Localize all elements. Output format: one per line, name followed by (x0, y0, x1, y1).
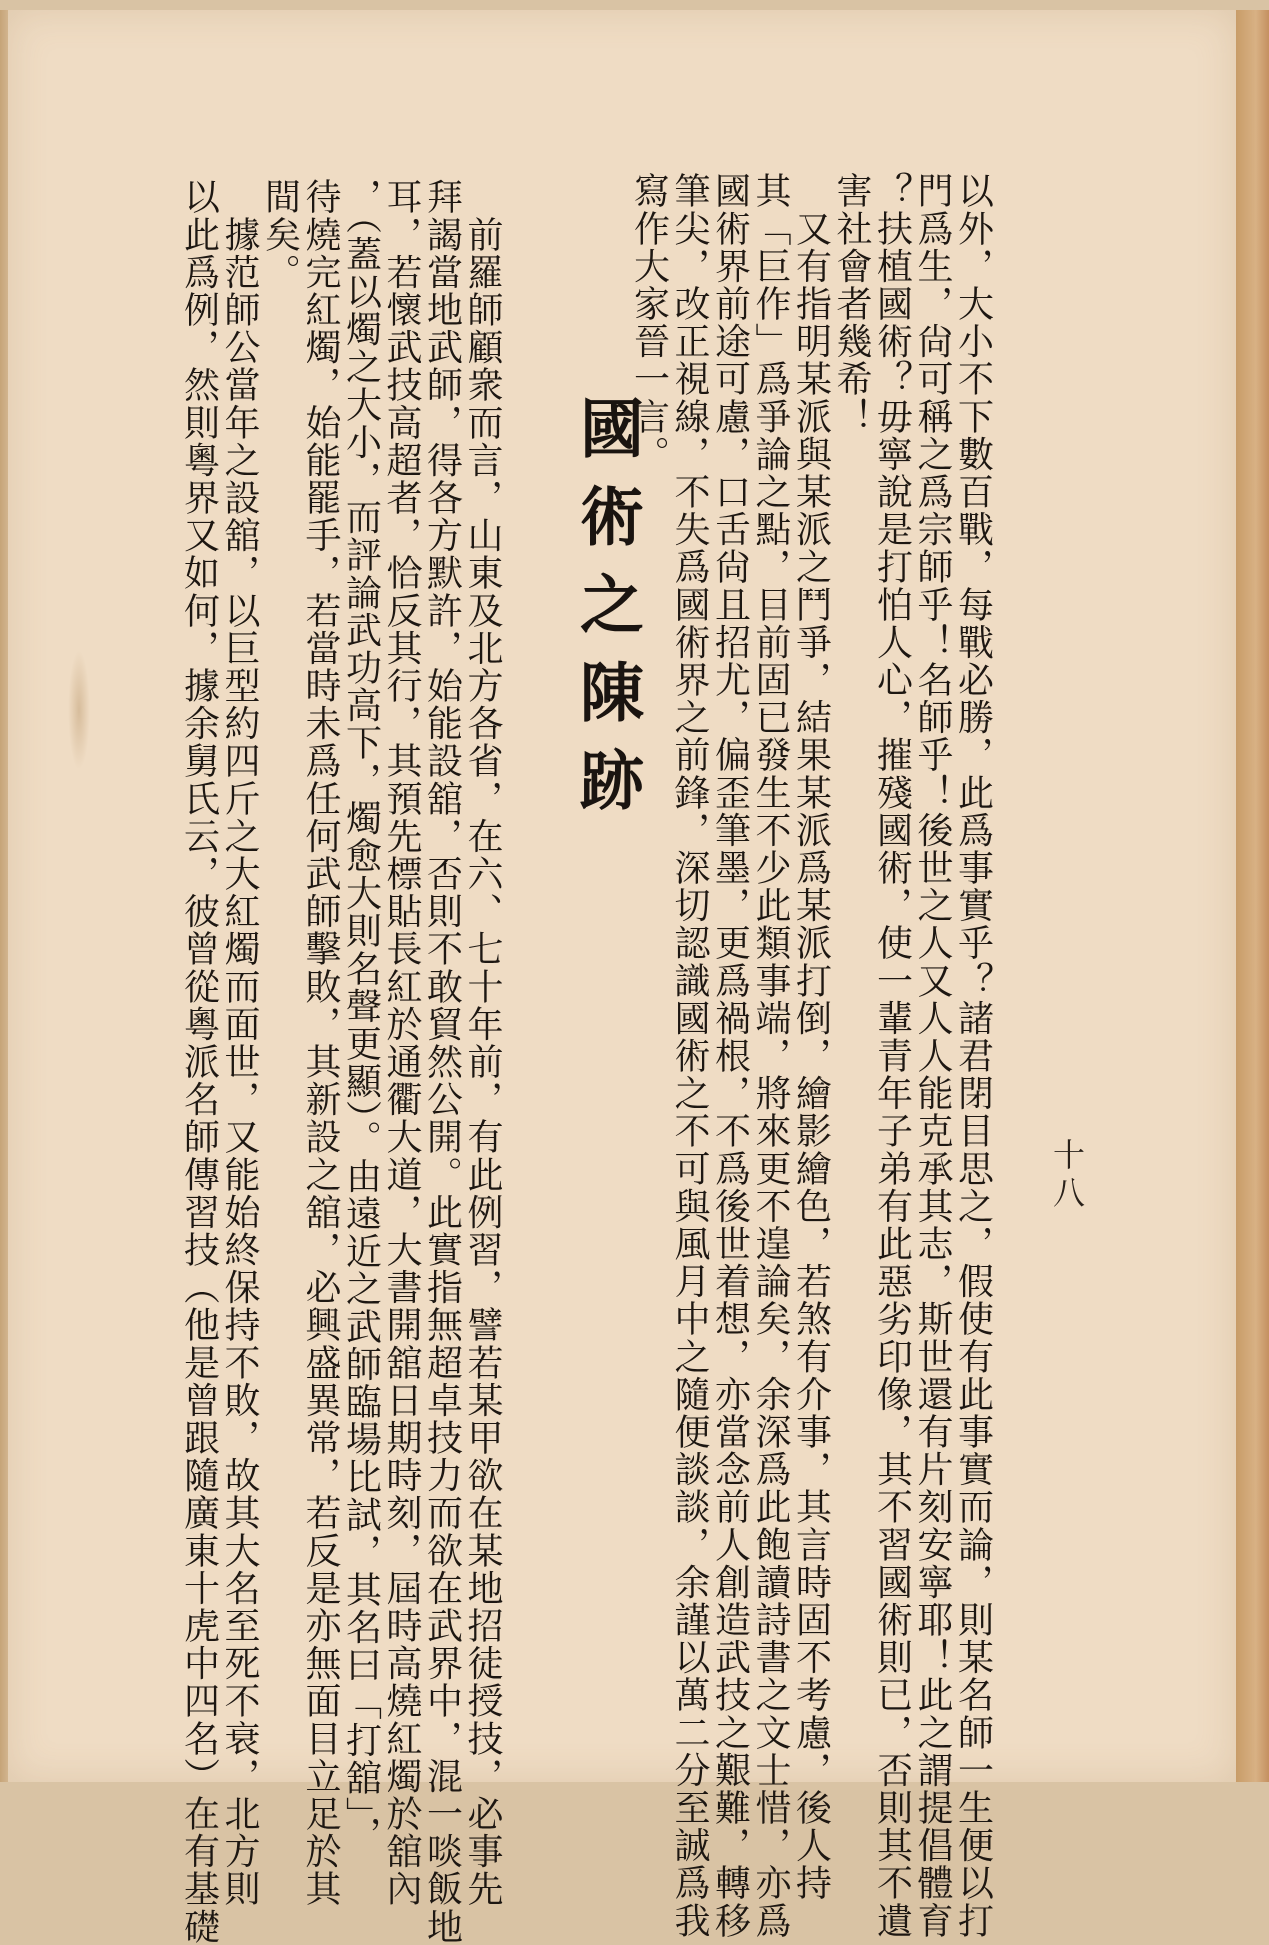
text-column: 又有指明某派與某派之鬥爭，結果某派爲某派打倒，繪影繪色，若煞有介事，其言時固不考慮，後人持 (790, 172, 832, 1902)
text-column: 國術界前途可慮，口舌尙且招尤，偏歪筆墨，更爲禍根，不爲後世着想，亦當念前人創造武技之艱難，轉移 (709, 172, 751, 1940)
page-number: 十八 (1048, 1138, 1086, 1214)
text-column: 以此爲例，然則粵界又如何，據余舅氏云，彼曾從粵派名師傳習技（他是曾跟隨廣東十虎中四名）在有基礎 (178, 178, 220, 1945)
lower-text-block (178, 178, 502, 1945)
text-column: 待燒完紅燭，始能罷手，若當時未爲任何武師擊敗，其新設之舘，必興盛異常，若反是亦無面目立足於其 (300, 178, 341, 1908)
text-column: 以外，大小不下數百戰，每戰必勝，此爲事實乎？諸君閉目思之，假使有此事實而論，則某名師一生便以打 (952, 172, 994, 1940)
text-column: 門爲生，尙可稱之爲宗師乎！名師乎！後世之人又人人能克承其志，斯世還有片刻安寧耶！此之謂提倡體育 (912, 172, 953, 1940)
text-column: 據范師公當年之設舘，以巨型約四斤之大紅燭而面世，又能始終保持不敗，故其大名至死不衰，北方則 (219, 178, 260, 1908)
text-column: 寫作大家晉一言。 (628, 172, 670, 473)
text-column: 拜謁當地武師，得各方默許，始能設舘，否則不敢貿然公開。此實指無超卓技力而欲在武界中，混一啖飯地 (421, 178, 463, 1945)
text-column: ？扶植國術？毋寧說是打怕人心，摧殘國術，使一輩青年子弟有此惡劣印像，其不習國術則已，否則其不遺 (871, 172, 913, 1940)
text-column: ，（蓋以燭之大小，而評論武功高下，燭愈大則名聲更顯）。由遠近之武師臨場比試，其名曰「打舘」， (340, 178, 382, 1854)
text-column: 筆尖，改正視線，不失爲國術界之前鋒，深切認識國術之不可與風月中之隨便談談，余謹以萬二分至誠爲我 (669, 172, 710, 1940)
text-column: 其「巨作」爲爭論之點，目前固已發生不少此類事端，將來更不遑論矣，余深爲此飽讀詩書之文士惜，亦爲 (750, 172, 791, 1940)
text-column: 害社會者幾希！ (831, 172, 872, 436)
paper-crease (68, 650, 90, 770)
page-edge (1236, 10, 1269, 1782)
section-title: 國術之陳跡 (569, 395, 644, 835)
text-column: 間矣。 (259, 178, 301, 291)
text-column: 前羅師顧衆而言，山東及北方各省，在六、七十年前，有此例習，譬若某甲欲在某地招徒授技，必事先 (462, 178, 503, 1908)
upper-text-block (628, 172, 993, 1939)
text-column: 耳，若懷武技高超者，恰反其行，其預先標貼長紅於通衢大道，大書開舘日期時刻，屆時高燒紅燭於舘內 (381, 178, 422, 1908)
